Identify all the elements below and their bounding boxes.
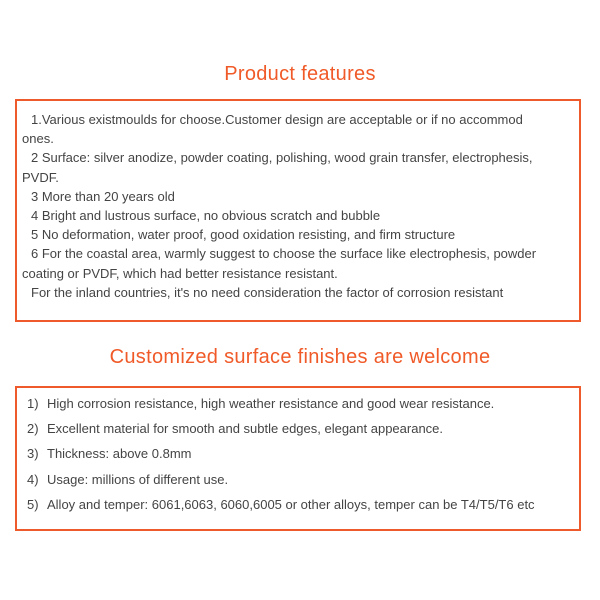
- feature-line: 3 More than 20 years old: [31, 188, 175, 204]
- finish-item-number: 3): [27, 446, 39, 462]
- finish-item-number: 1): [27, 396, 39, 411]
- finish-item-text: Usage: millions of different use.: [47, 471, 229, 487]
- product-features-title: Product features: [224, 63, 376, 85]
- finish-item-number: 4): [27, 471, 39, 487]
- feature-line: 4 Bright and lustrous surface, no obvious scratch and bubble: [31, 208, 381, 223]
- finish-item-text: Excellent material for smooth and subtle edges, elegant appearance.: [47, 421, 444, 437]
- feature-line: 5 No deformation, water proof, good oxidation resisting, and firm structure: [31, 227, 456, 243]
- feature-line: ones.: [22, 131, 54, 147]
- feature-line: For the inland countries, it's no need consideration the factor of corrosion resistant: [31, 284, 504, 300]
- finish-item-number: 5): [27, 496, 39, 512]
- feature-line: 2 Surface: silver anodize, powder coating, polishing, wood grain transfer, electrophesis,: [31, 150, 533, 166]
- finish-item-number: 2): [27, 421, 39, 437]
- finish-item-text: Thickness: above 0.8mm: [47, 446, 192, 462]
- feature-line: 1.Various existmoulds for choose.Customer design are acceptable or if no accommod: [31, 112, 523, 127]
- feature-line: 6 For the coastal area, warmly suggest to choose the surface like electrophesis, powder: [31, 246, 537, 262]
- feature-line: coating or PVDF, which had better resistance resistant.: [22, 265, 338, 281]
- customized-finishes-title: Customized surface finishes are welcome: [109, 346, 491, 368]
- finish-item-text: Alloy and temper: 6061,6063, 6060,6005 or other alloys, temper can be T4/T5/T6 etc: [47, 496, 535, 512]
- feature-line: PVDF.: [22, 169, 59, 185]
- finish-item-text: High corrosion resistance, high weather resistance and good wear resistance.: [47, 396, 495, 411]
